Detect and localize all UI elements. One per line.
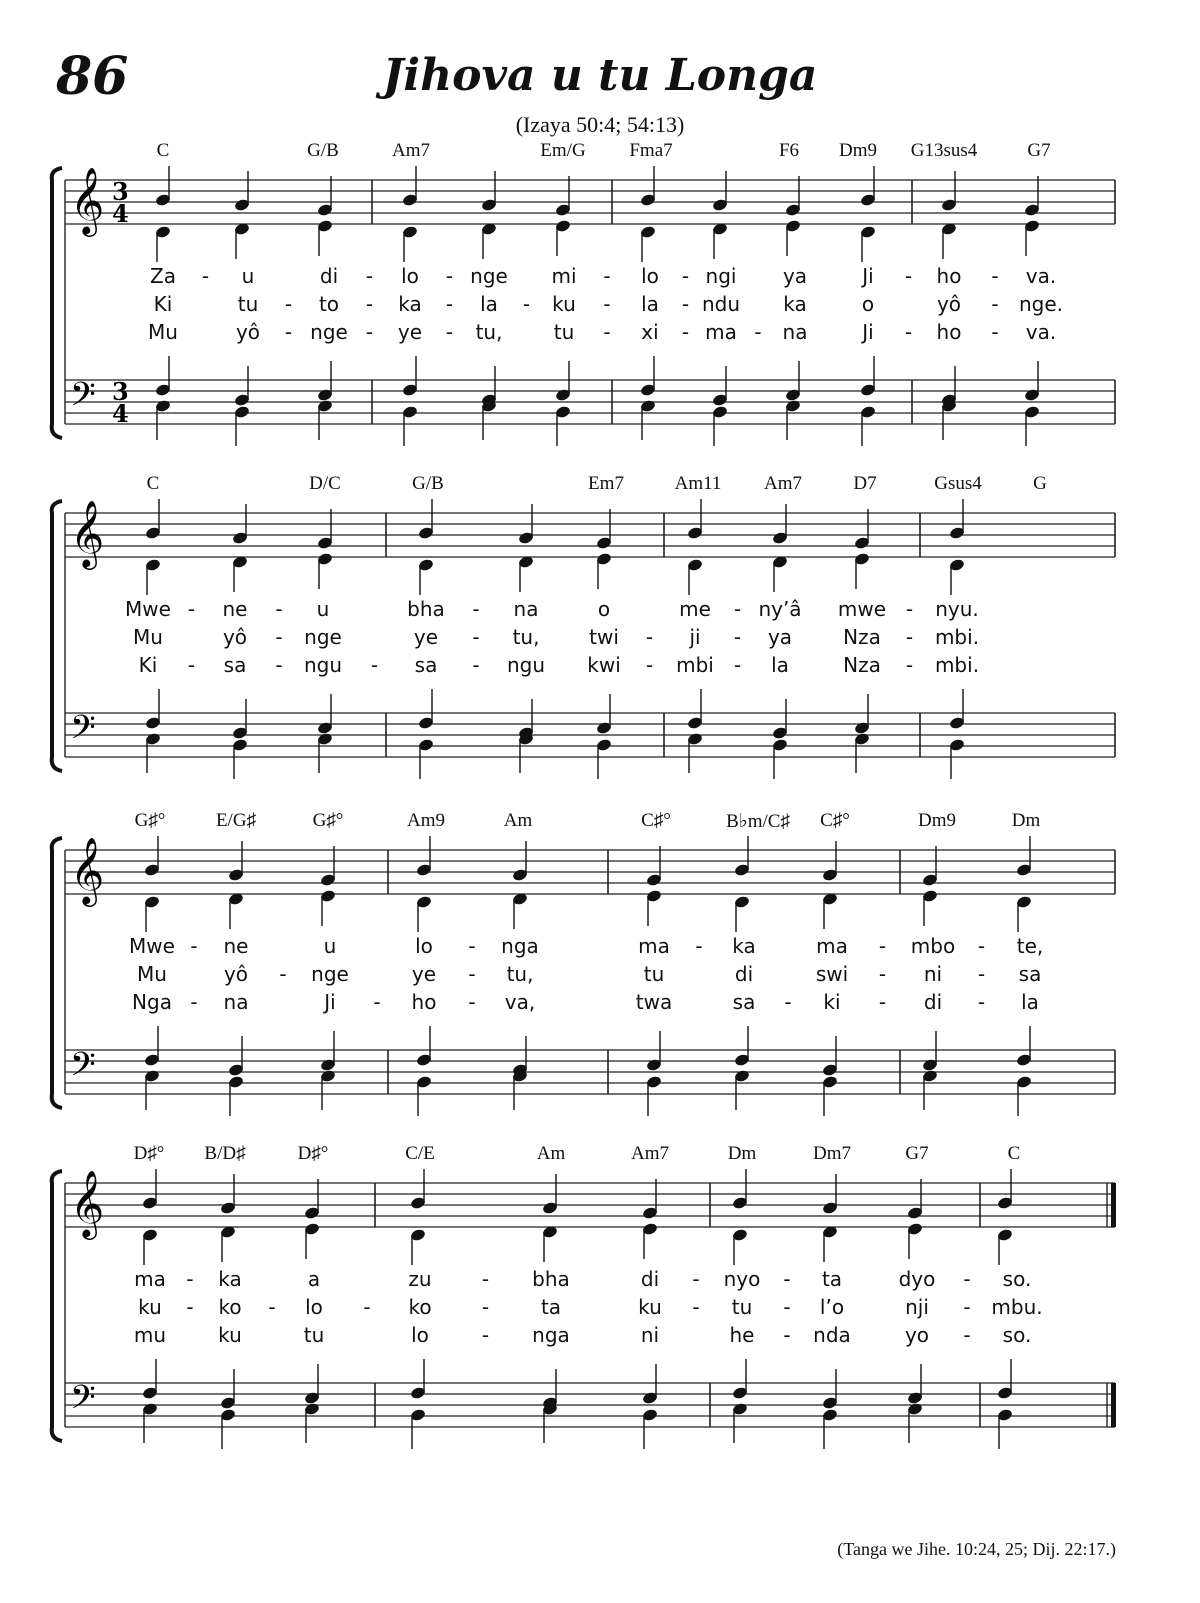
lyric-syllable: ngu (303, 653, 343, 677)
bass-staff (65, 1050, 1115, 1094)
lyric-syllable: ku (638, 1295, 662, 1319)
lyric-hyphen: - (481, 1295, 490, 1319)
lyric-syllable: ku (138, 1295, 162, 1319)
lyric-syllable: Nza (843, 625, 881, 649)
lyric-syllable: twa (635, 990, 673, 1014)
lyric-syllable: Ki (153, 292, 173, 316)
bass-staff (65, 380, 1115, 424)
lyric-hyphen: - (268, 1295, 276, 1319)
lyric-syllable: va. (1025, 320, 1057, 344)
lyric-hyphen: - (468, 962, 476, 986)
lyric-syllable: na (223, 990, 249, 1014)
bass-clef-icon: 𝄢 (70, 1379, 96, 1425)
lyric-syllable: mu (133, 1323, 167, 1347)
music-system-4 (0, 1143, 1200, 1443)
lyric-line-verse-3 (0, 653, 1200, 681)
lyric-syllable: Ji (862, 320, 874, 344)
lyric-hyphen: - (186, 1295, 194, 1319)
chord-symbol: G7 (905, 1143, 929, 1164)
lyric-syllable: ku (218, 1323, 242, 1347)
lyric-hyphen: - (445, 320, 454, 344)
chord-symbol: Am7 (631, 1143, 669, 1164)
lyric-hyphen: - (645, 653, 654, 677)
lyric-syllable: dyo (898, 1267, 936, 1291)
lyric-syllable: Za (150, 264, 176, 288)
lyric-syllable: mbu. (991, 1295, 1043, 1319)
lyric-syllable: Mwe (129, 934, 175, 958)
lyric-syllable: di (640, 1267, 660, 1291)
time-signature-bottom: 4 (112, 199, 129, 228)
lyric-hyphen: - (878, 962, 887, 986)
lyric-syllable: va, (504, 990, 536, 1014)
bass-clef-icon: 𝄢 (70, 709, 96, 755)
lyric-syllable: ji (689, 625, 701, 649)
chord-symbol: Em7 (588, 473, 624, 494)
lyric-hyphen: - (905, 625, 914, 649)
lyric-syllable: ho (411, 990, 437, 1014)
lyric-syllable: nji (905, 1295, 929, 1319)
lyric-syllable: ma (705, 320, 737, 344)
lyric-syllable: mbi (676, 653, 714, 677)
lyric-hyphen: - (681, 320, 690, 344)
lyric-syllable: ka (732, 934, 756, 958)
chord-symbol: C♯° (820, 810, 850, 831)
lyric-syllable: la (641, 292, 659, 316)
chord-symbol: C (156, 140, 170, 161)
lyric-syllable: mi (551, 264, 577, 288)
lyric-hyphen: - (365, 292, 374, 316)
lyric-syllable: ya (782, 264, 808, 288)
time-signature-bottom: 4 (112, 399, 129, 428)
lyric-syllable: ni (640, 1323, 660, 1347)
lyric-syllable: ni (923, 962, 943, 986)
chord-symbol: G♯° (134, 810, 166, 831)
bass-clef-icon: 𝄢 (70, 1046, 96, 1092)
lyric-syllable: to (318, 292, 340, 316)
lyric-syllable: ka (398, 292, 422, 316)
lyric-syllable: na (782, 320, 808, 344)
treble-clef-icon: 𝄞 (70, 836, 105, 904)
chord-symbol: D/C (309, 473, 341, 494)
lyric-hyphen: - (275, 597, 283, 621)
lyric-hyphen: - (904, 264, 913, 288)
lyric-syllable: mwe (837, 597, 887, 621)
chord-symbol: Fma7 (629, 140, 673, 161)
lyric-hyphen: - (445, 292, 454, 316)
lyric-hyphen: - (991, 292, 999, 316)
lyric-syllable: ko (408, 1295, 432, 1319)
lyric-hyphen: - (363, 1295, 371, 1319)
lyric-syllable: ka (218, 1267, 242, 1291)
lyric-syllable: tu, (506, 962, 534, 986)
lyric-syllable: mbi. (934, 625, 980, 649)
lyric-syllable: la (1021, 990, 1039, 1014)
lyric-line-verse-3 (0, 320, 1200, 348)
lyric-syllable: ho (936, 320, 962, 344)
lyric-hyphen: - (733, 653, 742, 677)
lyric-syllable: ki (823, 990, 841, 1014)
lyric-syllable: nga (532, 1323, 570, 1347)
chord-symbol: G/B (412, 473, 444, 494)
lyric-syllable: ye (411, 962, 437, 986)
bass-clef-icon: 𝄢 (70, 376, 96, 422)
lyric-hyphen: - (187, 653, 196, 677)
chord-symbol: Dm7 (813, 1143, 851, 1164)
music-system-3 (0, 810, 1200, 1110)
lyric-hyphen: - (783, 1323, 791, 1347)
lyric-syllable: nge. (1018, 292, 1064, 316)
chord-symbol: Dm (727, 1143, 757, 1164)
lyric-syllable: l’o (819, 1295, 845, 1319)
music-system-2 (0, 473, 1200, 773)
lyric-syllable: ka (783, 292, 807, 316)
lyric-hyphen: - (190, 934, 198, 958)
lyric-line-verse-1 (0, 597, 1200, 625)
chord-symbol: Am7 (392, 140, 430, 161)
lyric-hyphen: - (977, 962, 986, 986)
lyric-line-verse-3 (0, 990, 1200, 1018)
lyric-syllable: me (679, 597, 711, 621)
chord-symbol: G13sus4 (910, 140, 978, 161)
lyric-hyphen: - (878, 934, 887, 958)
chord-symbol: C (146, 473, 160, 494)
lyric-syllable: xi (641, 320, 659, 344)
lyric-hyphen: - (186, 1267, 194, 1291)
treble-clef-icon: 𝄞 (70, 1169, 105, 1237)
lyrics-block (0, 264, 1200, 348)
lyric-hyphen: - (733, 597, 742, 621)
lyric-syllable: yô (936, 292, 962, 316)
chord-symbol: Gsus4 (934, 473, 982, 494)
lyric-syllable: ya (767, 625, 793, 649)
lyric-syllable: di (734, 962, 754, 986)
lyric-syllable: sa (414, 653, 438, 677)
chord-symbol: G (1033, 473, 1047, 494)
lyric-hyphen: - (784, 990, 792, 1014)
lyric-syllable: na (513, 597, 539, 621)
lyric-syllable: lo (415, 934, 433, 958)
chord-symbol: Em/G (540, 140, 586, 161)
lyric-syllable: nge (304, 625, 342, 649)
lyric-syllable: nge (310, 320, 348, 344)
chord-symbol: G7 (1027, 140, 1051, 161)
lyric-hyphen: - (603, 292, 611, 316)
chord-symbol: C/E (405, 1143, 435, 1164)
chord-symbol: F6 (778, 140, 800, 161)
lyric-hyphen: - (468, 990, 476, 1014)
lyric-syllable: lo (641, 264, 659, 288)
scripture-reference: (Izaya 50:4; 54:13) (515, 112, 685, 137)
lyric-syllable: o (597, 597, 611, 621)
lyric-syllable: lo (305, 1295, 323, 1319)
lyric-syllable: tu, (475, 320, 503, 344)
lyric-hyphen: - (370, 653, 379, 677)
time-signature-top: 3 (112, 177, 129, 206)
lyric-hyphen: - (481, 1323, 490, 1347)
lyric-hyphen: - (603, 320, 611, 344)
lyric-hyphen: - (991, 264, 999, 288)
lyric-hyphen: - (963, 1267, 971, 1291)
lyric-syllable: nge (470, 264, 508, 288)
treble-clef-icon: 𝄞 (70, 166, 105, 234)
chord-symbol: Dm9 (918, 810, 956, 831)
time-signature-top: 3 (112, 377, 129, 406)
lyric-syllable: mbo (910, 934, 956, 958)
chord-symbol: Am11 (674, 473, 722, 494)
lyric-hyphen: - (783, 1295, 791, 1319)
lyric-syllable: nge (311, 962, 349, 986)
lyric-syllable: sa (223, 653, 247, 677)
lyric-syllable: u (323, 934, 337, 958)
lyric-syllable: Mu (148, 320, 178, 344)
lyric-hyphen: - (905, 653, 914, 677)
chord-symbol: G/B (307, 140, 339, 161)
chord-symbol: C♯° (641, 810, 671, 831)
lyric-hyphen: - (963, 1295, 971, 1319)
chord-symbol: D7 (853, 473, 877, 494)
lyric-syllable: ho (936, 264, 962, 288)
lyric-syllable: kwi (587, 653, 621, 677)
lyric-syllable: ye (413, 625, 439, 649)
lyric-syllable: a (307, 1267, 321, 1291)
lyric-hyphen: - (284, 320, 293, 344)
chord-symbol: D♯° (297, 1143, 329, 1164)
lyric-line-verse-1 (0, 264, 1200, 292)
lyric-syllable: la (771, 653, 789, 677)
lyric-hyphen: - (472, 597, 480, 621)
lyric-syllable: ngi (705, 264, 737, 288)
lyric-hyphen: - (472, 653, 480, 677)
chord-symbol: G♯° (312, 810, 344, 831)
lyric-line-verse-1 (0, 934, 1200, 962)
lyric-syllable: tu (237, 292, 259, 316)
lyric-syllable: Mwe (125, 597, 171, 621)
lyric-syllable: yo (904, 1323, 930, 1347)
lyric-syllable: Mu (133, 625, 163, 649)
lyric-hyphen: - (695, 934, 703, 958)
lyric-syllable: te, (1016, 934, 1044, 958)
lyric-hyphen: - (472, 625, 480, 649)
lyric-syllable: ye (397, 320, 423, 344)
lyric-syllable: Nza (843, 653, 881, 677)
lyric-syllable: la (480, 292, 498, 316)
chord-symbol: Am9 (407, 810, 445, 831)
lyric-hyphen: - (733, 625, 742, 649)
lyric-hyphen: - (275, 625, 283, 649)
lyric-line-verse-2 (0, 292, 1200, 320)
lyric-hyphen: - (681, 292, 690, 316)
lyric-syllable: yô (223, 962, 249, 986)
lyric-syllable: ne (223, 934, 249, 958)
lyric-syllable: ne (222, 597, 248, 621)
footer-reference: (Tanga we Jihe. 10:24, 25; Dij. 22:17.) (837, 1539, 1116, 1559)
lyric-syllable: u (316, 597, 330, 621)
lyric-hyphen: - (481, 1267, 490, 1291)
lyric-hyphen: - (905, 597, 914, 621)
lyric-syllable: va. (1025, 264, 1057, 288)
lyrics-block (0, 1267, 1200, 1351)
lyric-hyphen: - (904, 320, 913, 344)
lyric-syllable: ku (552, 292, 576, 316)
lyric-syllable: mbi. (934, 653, 980, 677)
lyric-syllable: o (861, 292, 875, 316)
music-system-1 (0, 140, 1200, 440)
lyric-hyphen: - (645, 625, 654, 649)
lyric-syllable: di (319, 264, 339, 288)
lyric-syllable: sa (1018, 962, 1042, 986)
lyric-syllable: u (241, 264, 255, 288)
lyric-hyphen: - (187, 597, 196, 621)
lyric-syllable: tu (553, 320, 575, 344)
chord-symbol: Am (503, 810, 533, 831)
lyric-syllable: tu (731, 1295, 753, 1319)
lyric-hyphen: - (522, 292, 531, 316)
lyric-syllable: ma (816, 934, 848, 958)
lyric-syllable: Ki (138, 653, 158, 677)
lyric-syllable: Nga (132, 990, 172, 1014)
lyric-syllable: ta (540, 1295, 562, 1319)
final-barline-thick (1111, 1183, 1116, 1227)
lyric-syllable: so. (1002, 1323, 1032, 1347)
chord-symbol: E/G♯ (215, 810, 257, 831)
lyric-syllable: tu (643, 962, 665, 986)
lyric-syllable: nda (813, 1323, 851, 1347)
lyric-hyphen: - (190, 990, 198, 1014)
lyric-hyphen: - (692, 1267, 700, 1291)
lyric-syllable: ma (134, 1267, 166, 1291)
lyric-hyphen: - (977, 934, 986, 958)
lyric-hyphen: - (201, 264, 210, 288)
chord-symbol: B♭m/C♯ (726, 811, 790, 832)
lyric-hyphen: - (365, 320, 374, 344)
lyric-hyphen: - (692, 1295, 700, 1319)
lyric-syllable: zu (408, 1267, 432, 1291)
lyric-syllable: Ji (862, 264, 874, 288)
lyric-syllable: swi (815, 962, 849, 986)
hymn-title: Jihova u tu Longa (382, 50, 818, 101)
lyric-line-verse-2 (0, 1295, 1200, 1323)
lyric-syllable: ngu (506, 653, 546, 677)
lyric-syllable: Mu (137, 962, 167, 986)
lyric-hyphen: - (284, 292, 293, 316)
lyric-syllable: ndu (701, 292, 741, 316)
treble-staff (65, 850, 1115, 894)
lyric-syllable: Ji (324, 990, 336, 1014)
treble-staff (65, 1183, 1115, 1227)
lyric-syllable: lo (401, 264, 419, 288)
lyric-hyphen: - (275, 653, 283, 677)
treble-staff (65, 180, 1115, 224)
lyric-syllable: di (923, 990, 943, 1014)
treble-clef-icon: 𝄞 (70, 499, 105, 567)
lyric-line-verse-2 (0, 625, 1200, 653)
lyric-hyphen: - (468, 934, 476, 958)
lyric-line-verse-3 (0, 1323, 1200, 1351)
lyric-syllable: ko (218, 1295, 242, 1319)
chord-symbol: Dm (1011, 810, 1041, 831)
lyric-hyphen: - (373, 990, 381, 1014)
lyric-line-verse-1 (0, 1267, 1200, 1295)
chord-symbol: D♯° (133, 1143, 165, 1164)
lyric-syllable: nga (501, 934, 539, 958)
lyric-syllable: ny’â (758, 597, 802, 621)
lyric-syllable: nyo (723, 1267, 761, 1291)
lyric-syllable: ma (638, 934, 670, 958)
lyric-syllable: ta (821, 1267, 843, 1291)
lyrics-block (0, 597, 1200, 681)
lyric-hyphen: - (963, 1323, 971, 1347)
lyric-syllable: bha (532, 1267, 570, 1291)
lyrics-block (0, 934, 1200, 1018)
lyric-syllable: so. (1002, 1267, 1032, 1291)
lyric-syllable: nyu. (935, 597, 979, 621)
chord-symbol: C (1007, 1143, 1021, 1164)
chord-symbol: Am7 (764, 473, 802, 494)
lyric-syllable: he (729, 1323, 755, 1347)
final-barline-thick (1111, 1383, 1116, 1427)
lyric-hyphen: - (445, 264, 454, 288)
lyric-syllable: sa (732, 990, 756, 1014)
lyric-syllable: bha (407, 597, 445, 621)
chord-symbol: Am (536, 1143, 566, 1164)
lyric-hyphen: - (365, 264, 374, 288)
lyric-hyphen: - (977, 990, 986, 1014)
lyric-hyphen: - (754, 320, 762, 344)
lyric-hyphen: - (783, 1267, 791, 1291)
lyric-syllable: yô (222, 625, 248, 649)
chord-symbol: Dm9 (839, 140, 877, 161)
lyric-syllable: lo (411, 1323, 429, 1347)
hymn-number: 86 (56, 46, 129, 107)
lyric-line-verse-2 (0, 962, 1200, 990)
lyric-syllable: tu (303, 1323, 325, 1347)
chord-symbol: B/D♯ (204, 1143, 246, 1164)
lyric-syllable: yô (235, 320, 261, 344)
lyric-hyphen: - (991, 320, 999, 344)
lyric-hyphen: - (681, 264, 690, 288)
lyric-syllable: tu, (512, 625, 540, 649)
lyric-hyphen: - (279, 962, 287, 986)
lyric-syllable: twi (589, 625, 619, 649)
lyric-hyphen: - (603, 264, 611, 288)
lyric-hyphen: - (878, 990, 887, 1014)
